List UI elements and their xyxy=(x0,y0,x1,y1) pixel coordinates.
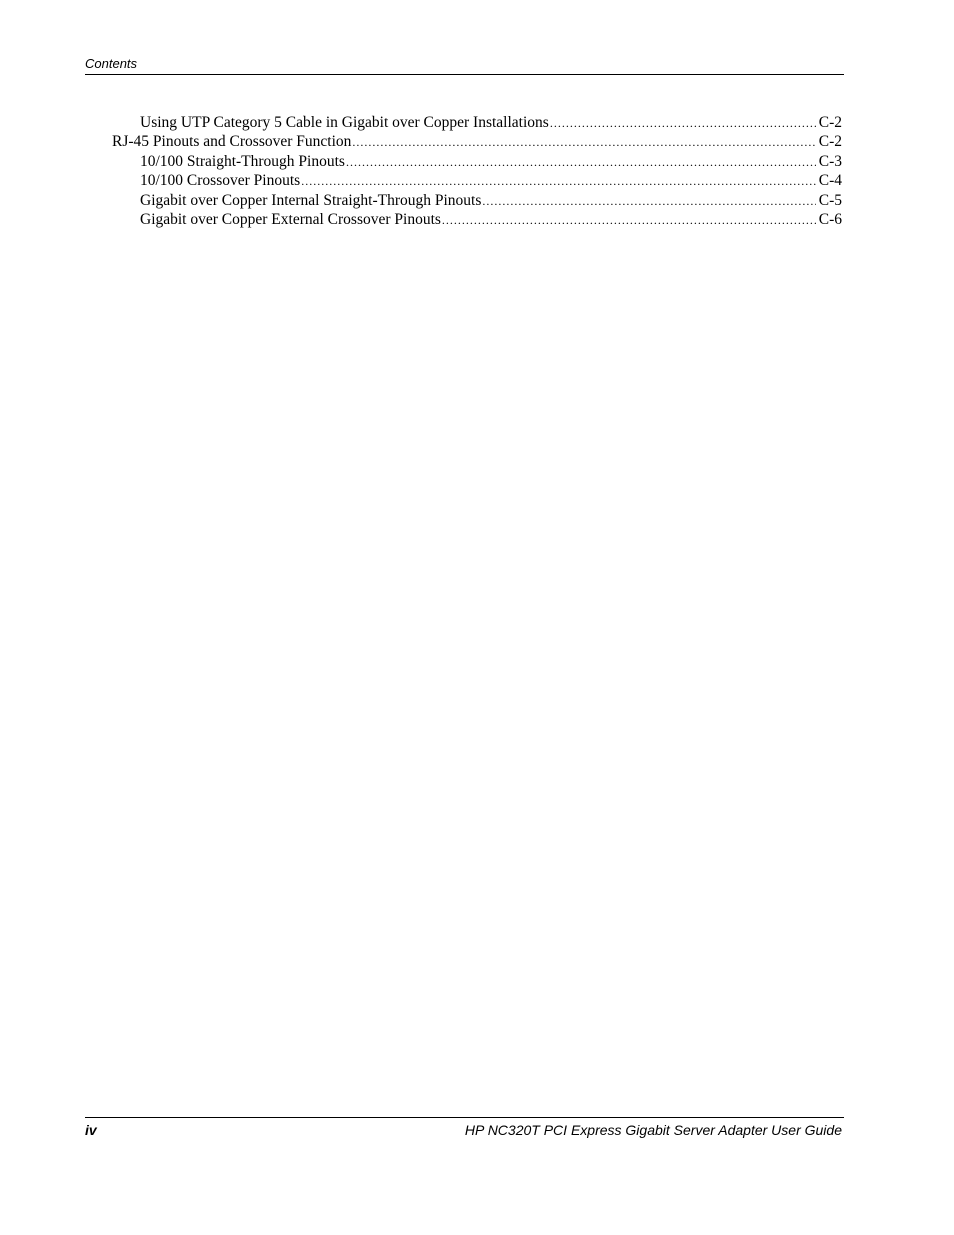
toc-entry[interactable] xyxy=(112,152,842,171)
toc-entry-title: 10/100 Straight-Through Pinouts xyxy=(140,152,345,170)
table-of-contents xyxy=(112,113,842,229)
toc-entry[interactable] xyxy=(112,132,842,151)
toc-entry-title: RJ-45 Pinouts and Crossover Function xyxy=(112,133,352,151)
toc-dot-leader xyxy=(301,172,816,191)
running-header xyxy=(85,56,844,75)
toc-entry-page: C-2 xyxy=(818,114,842,131)
footer-page-number: iv xyxy=(85,1122,97,1138)
toc-dot-leader xyxy=(550,114,816,133)
toc-entry[interactable] xyxy=(112,210,842,229)
header-section-title: Contents xyxy=(85,56,138,71)
running-footer xyxy=(85,1117,844,1138)
toc-dot-leader xyxy=(442,211,816,230)
toc-entry-title: Gigabit over Copper Internal Straight-Through Pinouts xyxy=(140,191,482,209)
toc-entry-page: C-2 xyxy=(818,133,842,151)
toc-dot-leader xyxy=(482,192,815,211)
toc-entry[interactable] xyxy=(112,171,842,190)
toc-entry-page: C-3 xyxy=(818,152,842,170)
toc-entry-title: Using UTP Category 5 Cable in Gigabit over Copper Installations xyxy=(140,114,549,131)
toc-entry-page: C-6 xyxy=(818,210,842,228)
toc-entry-page: C-5 xyxy=(818,191,842,209)
toc-entry-title: Gigabit over Copper External Crossover Pinouts xyxy=(140,210,441,228)
footer-book-title: HP NC320T PCI Express Gigabit Server Adapter User Guide xyxy=(464,1122,842,1138)
toc-dot-leader xyxy=(346,153,816,172)
toc-entry[interactable] xyxy=(112,191,842,210)
toc-entry[interactable] xyxy=(112,113,842,132)
toc-entry-page: C-4 xyxy=(818,172,842,190)
toc-entry-title: 10/100 Crossover Pinouts xyxy=(140,172,301,190)
toc-dot-leader xyxy=(352,133,815,152)
